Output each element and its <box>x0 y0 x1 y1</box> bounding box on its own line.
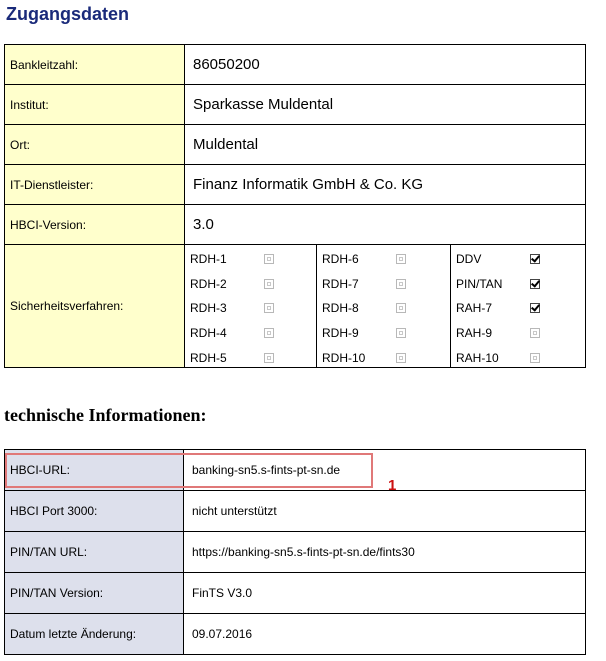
datum-aenderung-label: Datum letzte Änderung: <box>5 614 184 655</box>
table-row <box>5 45 586 85</box>
zugangsdaten-table <box>4 44 586 368</box>
verfahren-label: RDH-7 <box>322 276 359 291</box>
pintan-version-label: PIN/TAN Version: <box>5 573 184 614</box>
verfahren-label: RDH-4 <box>190 326 227 341</box>
sicherheitsverfahren-item <box>451 272 585 297</box>
verfahren-label: RDH-10 <box>322 350 366 365</box>
hbci-port-label: HBCI Port 3000: <box>5 491 184 532</box>
verfahren-label: PIN/TAN <box>456 276 503 291</box>
highlight-number: 1 <box>388 477 397 494</box>
verfahren-label: RDH-2 <box>190 276 227 291</box>
it-dienstleister-value: Finanz Informatik GmbH & Co. KG <box>185 165 586 205</box>
checkbox-unchecked-icon <box>396 353 406 363</box>
table-row <box>5 614 586 655</box>
checkbox-unchecked-icon <box>530 328 540 338</box>
hbci-url-value: banking-sn5.s-fints-pt-sn.de <box>184 450 586 491</box>
verfahren-label: RDH-9 <box>322 326 359 341</box>
sicherheitsverfahren-grid <box>185 245 585 367</box>
sicherheitsverfahren-item <box>185 321 316 346</box>
sicherheitsverfahren-item <box>451 321 585 346</box>
technische-informationen-table <box>4 449 586 655</box>
verfahren-label: RDH-8 <box>322 301 359 316</box>
pintan-url-value: https://banking-sn5.s-fints-pt-sn.de/fints30 <box>184 532 586 573</box>
sicherheitsverfahren-item <box>451 247 585 272</box>
verfahren-label: RDH-3 <box>190 301 227 316</box>
it-dienstleister-label: IT-Dienstleister: <box>5 165 185 205</box>
checkbox-unchecked-icon <box>264 328 274 338</box>
sicherheitsverfahren-item <box>185 272 316 297</box>
institut-label: Institut: <box>5 85 185 125</box>
checkbox-checked-icon <box>530 303 540 313</box>
table-row <box>5 125 586 165</box>
checkbox-unchecked-icon <box>396 328 406 338</box>
pintan-url-label: PIN/TAN URL: <box>5 532 184 573</box>
hbci-port-value: nicht unterstützt <box>184 491 586 532</box>
table-row <box>5 205 586 245</box>
checkbox-unchecked-icon <box>396 303 406 313</box>
bankleitzahl-value: 86050200 <box>185 45 586 85</box>
table-row <box>5 573 586 614</box>
checkbox-unchecked-icon <box>264 353 274 363</box>
sicherheitsverfahren-item <box>317 296 450 321</box>
checkbox-unchecked-icon <box>530 353 540 363</box>
sicherheitsverfahren-item <box>451 296 585 321</box>
sicherheitsverfahren-item <box>185 345 316 370</box>
sicherheitsverfahren-cell <box>185 245 586 368</box>
sicherheitsverfahren-item <box>317 321 450 346</box>
checkbox-unchecked-icon <box>264 254 274 264</box>
sicherheitsverfahren-item <box>317 272 450 297</box>
sicherheitsverfahren-label: Sicherheitsverfahren: <box>5 245 185 368</box>
verfahren-label: RDH-6 <box>322 252 359 267</box>
sicherheitsverfahren-item <box>185 296 316 321</box>
checkbox-unchecked-icon <box>264 303 274 313</box>
checkbox-unchecked-icon <box>396 279 406 289</box>
sicherheitsverfahren-column <box>185 245 316 367</box>
hbci-version-label: HBCI-Version: <box>5 205 185 245</box>
table-row <box>5 491 586 532</box>
sicherheitsverfahren-column <box>316 245 450 367</box>
bankleitzahl-label: Bankleitzahl: <box>5 45 185 85</box>
hbci-url-label: HBCI-URL: <box>5 450 184 491</box>
institut-value: Sparkasse Muldental <box>185 85 586 125</box>
verfahren-label: RAH-7 <box>456 301 493 316</box>
checkbox-unchecked-icon <box>396 254 406 264</box>
table-row <box>5 532 586 573</box>
table-row <box>5 245 586 368</box>
checkbox-checked-icon <box>530 254 540 264</box>
zugangsdaten-heading: Zugangsdaten <box>6 4 130 24</box>
technische-informationen-heading: technische Informationen: <box>4 405 207 425</box>
ort-value: Muldental <box>185 125 586 165</box>
sicherheitsverfahren-item <box>317 345 450 370</box>
sicherheitsverfahren-column <box>450 245 585 367</box>
ort-label: Ort: <box>5 125 185 165</box>
pintan-version-value: FinTS V3.0 <box>184 573 586 614</box>
table-row <box>5 450 586 491</box>
verfahren-label: DDV <box>456 252 482 267</box>
table-row <box>5 165 586 205</box>
checkbox-checked-icon <box>530 279 540 289</box>
verfahren-label: RDH-1 <box>190 252 227 267</box>
checkbox-unchecked-icon <box>264 279 274 289</box>
sicherheitsverfahren-item <box>185 247 316 272</box>
datum-aenderung-value: 09.07.2016 <box>184 614 586 655</box>
sicherheitsverfahren-item <box>317 247 450 272</box>
verfahren-label: RDH-5 <box>190 350 227 365</box>
table-row <box>5 85 586 125</box>
sicherheitsverfahren-item <box>451 345 585 370</box>
verfahren-label: RAH-9 <box>456 326 493 341</box>
verfahren-label: RAH-10 <box>456 350 499 365</box>
hbci-version-value: 3.0 <box>185 205 586 245</box>
